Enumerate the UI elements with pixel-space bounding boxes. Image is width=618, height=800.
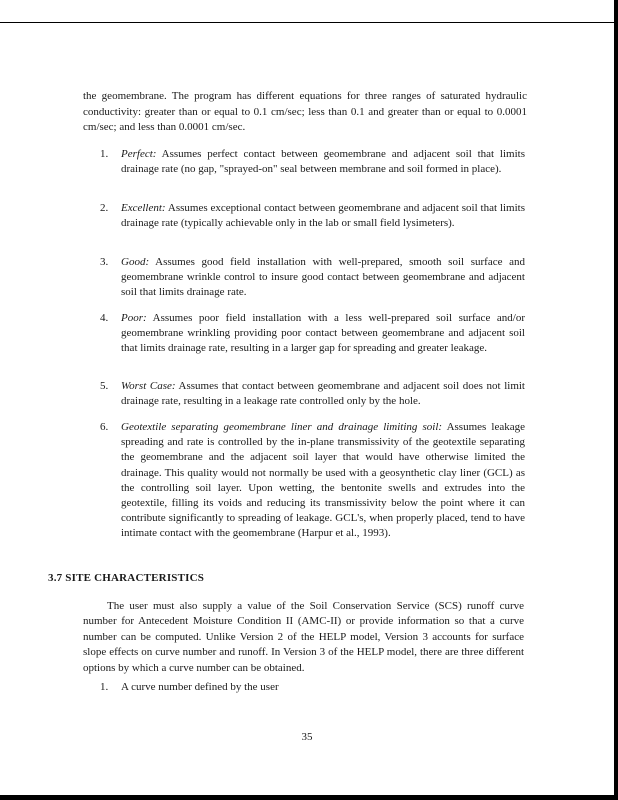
- list-item-excellent: [100, 201, 525, 231]
- list-item-term: Excellent:: [121, 202, 166, 214]
- list-item-number: 6.: [100, 421, 109, 433]
- list-item-number: 2.: [100, 202, 109, 214]
- list-item-number: 1.: [100, 148, 109, 160]
- list-item-number: 5.: [100, 380, 109, 392]
- section-heading: 3.7 SITE CHARACTERISTICS: [48, 572, 205, 584]
- list-item-term: Worst Case:: [121, 380, 176, 392]
- list-item-term: Poor:: [121, 312, 147, 324]
- list-item-number: 3.: [100, 256, 109, 268]
- list-item-text: Assumes that contact between geomembrane and adjacent soil does not limit drainage rate, resulting in a leakage rate controlled only by the hole.: [121, 380, 525, 408]
- intro-paragraph: the geomembrane. The program has different equations for three ranges of saturated hydraulic conductivity: greater than or equal to 0.1 cm/sec; less than 0.1 and greater than or equal to 0.0001 cm/sec; and less than 0.0001 cm/sec.: [83, 90, 527, 134]
- list-item-text: Assumes perfect contact between geomembrane and adjacent soil that limits drainage rate (no gap, "sprayed-on" seal between membrane and soil formed in place).: [121, 148, 525, 176]
- list-item-text: Assumes poor field installation with a less well-prepared soil surface and/or geomembrane wrinkling providing poor contact between geomembrane and adjacent soil that limits drainage rate, resulting in a larger gap for spreading and greater leakage.: [121, 312, 525, 355]
- list-item-text: Assumes exceptional contact between geomembrane and adjacent soil that limits drainage rate (typically achievable only in the lab or small field lysimeters).: [121, 202, 525, 230]
- list-item-good: [100, 255, 525, 301]
- list-item-text: Assumes leakage spreading and rate is controlled by the in-plane transmissivity of the geotextile separating the geomembrane and the adjacent soil layer that would have otherwise limited the drainage. This quality would not normally be used with a geosynthetic clay liner (GCL) as the controlling soil layer. Upon wetting, the bentonite swells and extrudes into the geotextile, filling its voids and reducing its transmissivity below the point where it can contribute significantly to spreading of leakage. GCL's, when properly placed, tend to have intimate contact with the geomembrane (Harpur et al., 1993).: [121, 421, 525, 540]
- list-item-poor: [100, 311, 525, 357]
- list-item-perfect: [100, 147, 525, 177]
- list-item-term: Geotextile separating geomembrane liner and drainage limiting soil:: [121, 421, 443, 433]
- page-number: 35: [301, 731, 313, 743]
- curve-option-item: [100, 681, 279, 693]
- list-item-number: 4.: [100, 312, 109, 324]
- section-paragraph: The user must also supply a value of the Soil Conservation Service (SCS) runoff curve number for Antecedent Moisture Condition II (AMC-II) or provide information so that a curve number can be computed. Unlike Version 2 of the HELP model, Version 3 accounts for surface slope effects on curve number and runoff. In Version 3 of the HELP model, there are three different options by which a curve number can be obtained.: [83, 600, 524, 674]
- scan-border-right: [614, 0, 618, 800]
- list-item-geotextile: [100, 420, 525, 542]
- list-item-worst-case: [100, 379, 525, 409]
- list-item-text: A curve number defined by the user: [121, 681, 279, 693]
- list-item-term: Perfect:: [121, 148, 157, 160]
- list-item-number: 1.: [100, 681, 109, 693]
- list-item-term: Good:: [121, 256, 150, 268]
- scan-border-bottom: [0, 795, 618, 800]
- list-item-text: Assumes good field installation with well-prepared, smooth soil surface and geomembrane wrinkle control to insure good contact between geomembrane and adjacent soil that limits drainage rate.: [121, 256, 525, 299]
